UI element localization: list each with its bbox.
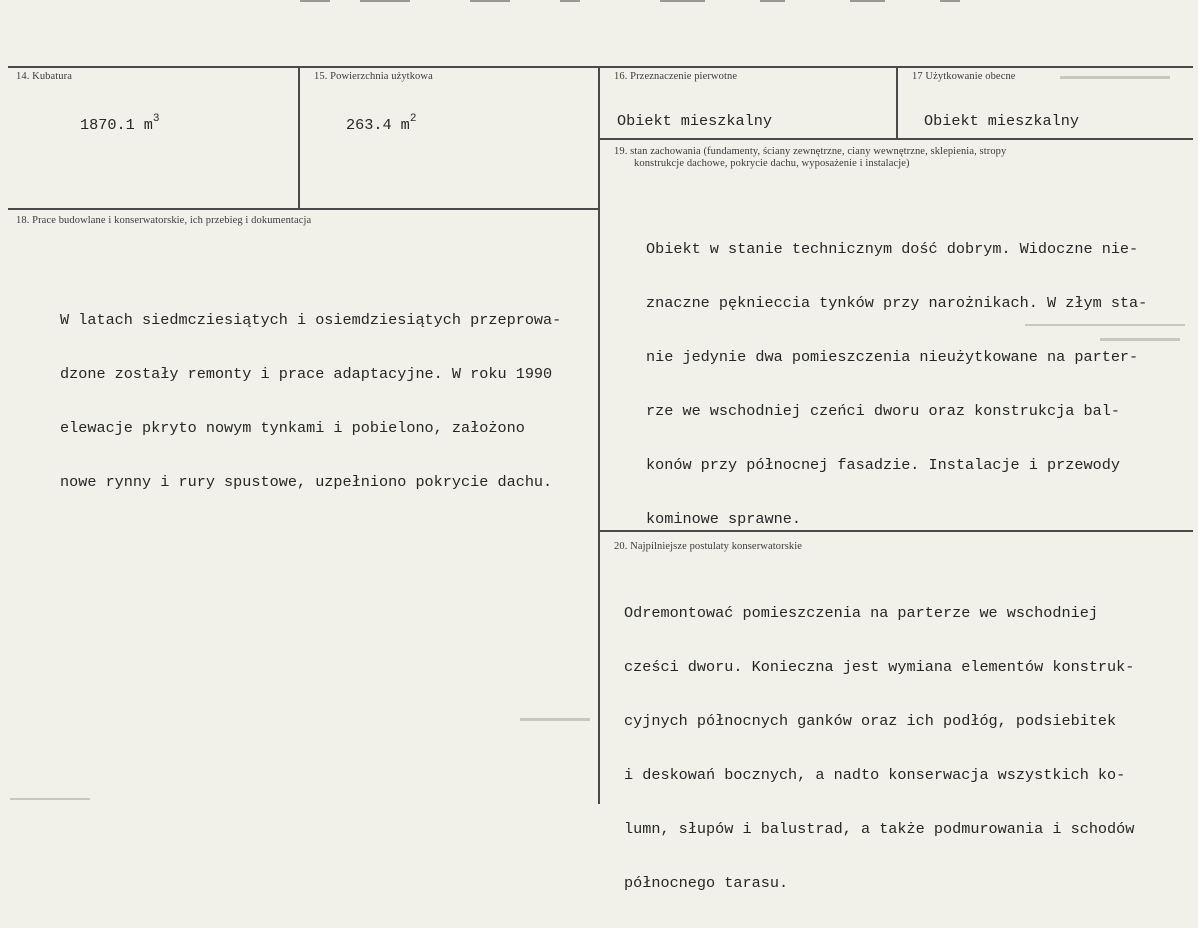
field-14-label: 14. Kubatura [16, 71, 73, 82]
field-19-label-line1: 19. stan zachowania (fundamenty, ściany zewnętrzne, ciany wewnętrzne, sklepienia, stropy [614, 146, 1007, 157]
field-19-line: znaczne pęknieccia tynków przy narożnikach. W złym sta- [646, 294, 1148, 312]
field-19-line: konów przy północnej fasadzie. Instalacje i przewody [646, 456, 1120, 474]
field-18-text [60, 275, 561, 527]
field-20-line: północnego tarasu. [624, 874, 789, 892]
field-16-label: 16. Przeznaczenie pierwotne [614, 71, 738, 82]
field-18-line: elewacje pkryto nowym tynkami i pobielono, założono [60, 419, 525, 437]
field-15-number: 263.4 m [346, 116, 410, 135]
field-20-text [624, 568, 1134, 928]
field-19-line: nie jedynie dwa pomieszczenia nieużytkowane na parter- [646, 348, 1139, 366]
field-18-line: W latach siedmcziesiątych i osiemdziesiątych przeprowa- [60, 311, 562, 329]
field-14-value [80, 112, 160, 134]
field-18-line: nowe rynny i rury spustowe, uzpełniono pokrycie dachu. [60, 473, 553, 491]
field-19-line: Obiekt w stanie technicznym dość dobrym. Widoczne nie- [646, 240, 1139, 258]
field-16-value: Obiekt mieszkalny [617, 112, 772, 130]
field-19-text [646, 204, 1147, 564]
field-14-number: 1870.1 m [80, 116, 153, 135]
divider-14-15 [298, 66, 300, 209]
field-20-line: Odremontować pomieszczenia na parterze we wschodniej [624, 604, 1098, 622]
field-15-value [346, 112, 416, 134]
field-20-label: 20. Najpilniejsze postulaty konserwatorskie [614, 541, 803, 552]
field-20-line: lumn, słupów i balustrad, a także podmurowania i schodów [624, 820, 1135, 838]
field-19-line: rze we wschodniej czeńci dworu oraz konstrukcja bal- [646, 402, 1120, 420]
field-20-line: cześci dworu. Konieczna jest wymiana elementów konstruk- [624, 658, 1135, 676]
center-divider [598, 66, 600, 804]
field-20-line: cyjnych północnych ganków oraz ich podłóg, podsiebitek [624, 712, 1117, 730]
rule-under-f15 [8, 208, 598, 210]
field-15-label: 15. Powierzchnia użytkowa [314, 71, 433, 82]
field-19-line: kominowe sprawne. [646, 510, 801, 528]
field-17-label: 17 Użytkowanie obecne [912, 71, 1016, 82]
field-18-label: 18. Prace budowlane i konserwatorskie, ich przebieg i dokumentacja [16, 215, 312, 226]
field-20-line: i deskowań bocznych, a nadto konserwacja wszystkich ko- [624, 766, 1126, 784]
top-edge-marks [0, 0, 1198, 6]
top-rule [8, 66, 1193, 68]
divider-16-17 [896, 66, 898, 139]
field-18-line: dzone zostały remonty i prace adaptacyjne. W roku 1990 [60, 365, 553, 383]
field-14-unit-exponent: 3 [152, 113, 160, 125]
field-17-value: Obiekt mieszkalny [924, 112, 1079, 130]
field-19-label-line2: konstrukcje dachowe, pokrycie dachu, wyposażenie i instalacje) [634, 158, 910, 169]
field-15-unit-exponent: 2 [409, 113, 417, 125]
